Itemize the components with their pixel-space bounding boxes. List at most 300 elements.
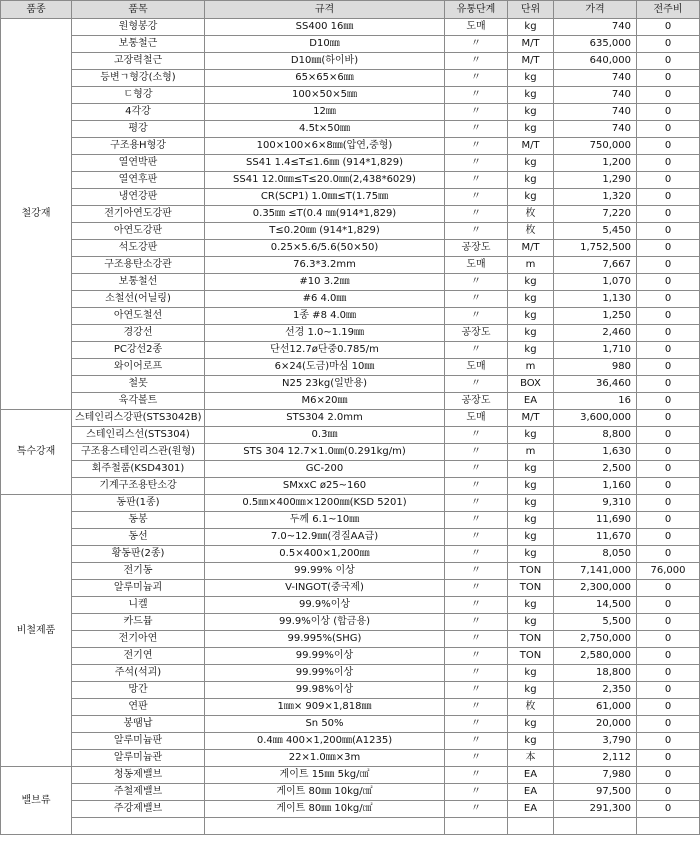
table-row — [1, 546, 700, 563]
price-cell: 2,300,000 — [554, 580, 637, 597]
spec-cell: 두께 6.1~10㎜ — [205, 512, 445, 529]
spec-cell: 단선12.7ø단중0.785/m — [205, 342, 445, 359]
item-cell: 구조용스테인리스관(원형) — [72, 444, 205, 461]
item-cell: 전기동 — [72, 563, 205, 580]
change-cell: 0 — [637, 665, 700, 682]
price-cell: 291,300 — [554, 801, 637, 818]
item-cell: 보통철선 — [72, 274, 205, 291]
spec-cell: 99.99%이상 — [205, 648, 445, 665]
header-category: 품종 — [1, 1, 72, 19]
item-cell: 냉연강판 — [72, 189, 205, 206]
price-cell: 3,790 — [554, 733, 637, 750]
item-cell: 4각강 — [72, 104, 205, 121]
unit-cell: EA — [508, 393, 554, 410]
price-cell: 2,460 — [554, 325, 637, 342]
spec-cell: 0.3㎜ — [205, 427, 445, 444]
item-cell: 망간 — [72, 682, 205, 699]
change-cell: 0 — [637, 716, 700, 733]
change-cell: 0 — [637, 410, 700, 427]
unit-cell: M/T — [508, 240, 554, 257]
spec-cell: 4.5t×50㎜ — [205, 121, 445, 138]
unit-cell: m — [508, 444, 554, 461]
unit-cell: kg — [508, 19, 554, 36]
price-cell: 750,000 — [554, 138, 637, 155]
table-row — [1, 155, 700, 172]
price-cell: 20,000 — [554, 716, 637, 733]
change-cell: 0 — [637, 70, 700, 87]
spec-cell: SS41 1.4≤T≤1.6㎜ (914*1,829) — [205, 155, 445, 172]
distribution-cell: 도매 — [445, 359, 508, 376]
distribution-cell: 〃 — [445, 665, 508, 682]
table-row — [1, 597, 700, 614]
table-row — [1, 665, 700, 682]
item-cell: 동판(1종) — [72, 495, 205, 512]
header-unit: 단위 — [508, 1, 554, 19]
unit-cell: 枚 — [508, 699, 554, 716]
distribution-cell: 공장도 — [445, 393, 508, 410]
item-cell: 열연박판 — [72, 155, 205, 172]
unit-cell: 枚 — [508, 206, 554, 223]
change-cell: 0 — [637, 36, 700, 53]
unit-cell — [508, 818, 554, 835]
item-cell: 동선 — [72, 529, 205, 546]
table-row — [1, 818, 700, 835]
distribution-cell: 〃 — [445, 70, 508, 87]
distribution-cell: 〃 — [445, 121, 508, 138]
spec-cell: CR(SCP1) 1.0㎜≤T(1.75㎜ — [205, 189, 445, 206]
price-cell: 11,690 — [554, 512, 637, 529]
price-cell: 640,000 — [554, 53, 637, 70]
price-cell: 8,050 — [554, 546, 637, 563]
table-row — [1, 563, 700, 580]
change-cell: 0 — [637, 342, 700, 359]
distribution-cell: 〃 — [445, 138, 508, 155]
change-cell: 0 — [637, 155, 700, 172]
change-cell: 0 — [637, 733, 700, 750]
price-cell: 5,450 — [554, 223, 637, 240]
price-cell: 1,630 — [554, 444, 637, 461]
item-cell: 니켈 — [72, 597, 205, 614]
table-row — [1, 784, 700, 801]
spec-cell: N25 23kg(일반용) — [205, 376, 445, 393]
price-cell: 61,000 — [554, 699, 637, 716]
change-cell: 0 — [637, 546, 700, 563]
spec-cell: 100×100×6×8㎜(압연,중형) — [205, 138, 445, 155]
table-row — [1, 767, 700, 784]
unit-cell: EA — [508, 801, 554, 818]
spec-cell: STS 304 12.7×1.0㎜(0.291kg/m) — [205, 444, 445, 461]
table-row — [1, 138, 700, 155]
distribution-cell: 〃 — [445, 274, 508, 291]
change-cell: 0 — [637, 308, 700, 325]
item-cell: 와이어로프 — [72, 359, 205, 376]
table-row — [1, 53, 700, 70]
price-cell: 740 — [554, 87, 637, 104]
item-cell: 동봉 — [72, 512, 205, 529]
spec-cell: 1종 #8 4.0㎜ — [205, 308, 445, 325]
distribution-cell: 〃 — [445, 512, 508, 529]
unit-cell: kg — [508, 155, 554, 172]
unit-cell: kg — [508, 478, 554, 495]
price-cell: 11,670 — [554, 529, 637, 546]
unit-cell: kg — [508, 682, 554, 699]
table-row — [1, 172, 700, 189]
table-row — [1, 257, 700, 274]
table-row — [1, 614, 700, 631]
unit-cell: 枚 — [508, 223, 554, 240]
item-cell: 아연도강판 — [72, 223, 205, 240]
price-cell: 740 — [554, 19, 637, 36]
spec-cell: 22×1.0㎜×3m — [205, 750, 445, 767]
change-cell: 0 — [637, 767, 700, 784]
unit-cell: kg — [508, 597, 554, 614]
item-cell: PC강선2종 — [72, 342, 205, 359]
table-row — [1, 648, 700, 665]
unit-cell: kg — [508, 733, 554, 750]
change-cell: 0 — [637, 427, 700, 444]
change-cell: 0 — [637, 529, 700, 546]
price-cell: 1,160 — [554, 478, 637, 495]
item-cell: ㄷ형강 — [72, 87, 205, 104]
unit-cell: kg — [508, 614, 554, 631]
header-distribution: 유통단계 — [445, 1, 508, 19]
change-cell: 0 — [637, 206, 700, 223]
price-cell: 635,000 — [554, 36, 637, 53]
distribution-cell: 〃 — [445, 597, 508, 614]
unit-cell: TON — [508, 631, 554, 648]
unit-cell: kg — [508, 529, 554, 546]
unit-cell: kg — [508, 189, 554, 206]
item-cell: 알루미늄판 — [72, 733, 205, 750]
change-cell: 0 — [637, 325, 700, 342]
change-cell: 0 — [637, 121, 700, 138]
spec-cell: 선경 1.0~1.19㎜ — [205, 325, 445, 342]
table-row — [1, 461, 700, 478]
spec-cell: 게이트 80㎜ 10kg/㎠ — [205, 801, 445, 818]
item-cell: 알루미늄괴 — [72, 580, 205, 597]
item-cell: 아연도철선 — [72, 308, 205, 325]
item-cell: 카드뮴 — [72, 614, 205, 631]
spec-cell: T≤0.20㎜ (914*1,829) — [205, 223, 445, 240]
change-cell: 0 — [637, 478, 700, 495]
distribution-cell: 〃 — [445, 699, 508, 716]
price-cell: 1,320 — [554, 189, 637, 206]
change-cell: 0 — [637, 223, 700, 240]
item-cell: 평강 — [72, 121, 205, 138]
unit-cell: kg — [508, 308, 554, 325]
item-cell: 철못 — [72, 376, 205, 393]
spec-cell: 0.4㎜ 400×1,200㎜(A1235) — [205, 733, 445, 750]
spec-cell: STS304 2.0mm — [205, 410, 445, 427]
distribution-cell: 〃 — [445, 495, 508, 512]
table-row — [1, 223, 700, 240]
table-row — [1, 121, 700, 138]
item-cell: 연판 — [72, 699, 205, 716]
item-cell: 기계구조용탄소강 — [72, 478, 205, 495]
item-cell: 원형봉강 — [72, 19, 205, 36]
item-cell: 보통철근 — [72, 36, 205, 53]
spec-cell: SS41 12.0㎜≤T≤20.0㎜(2,438*6029) — [205, 172, 445, 189]
spec-cell: 99.9%이상 (합금용) — [205, 614, 445, 631]
change-cell: 0 — [637, 274, 700, 291]
table-row — [1, 529, 700, 546]
unit-cell: kg — [508, 70, 554, 87]
unit-cell: EA — [508, 767, 554, 784]
distribution-cell: 〃 — [445, 563, 508, 580]
item-cell: 고장력철근 — [72, 53, 205, 70]
item-cell: 등변ㄱ형강(소형) — [72, 70, 205, 87]
price-cell: 740 — [554, 121, 637, 138]
distribution-cell: 〃 — [445, 87, 508, 104]
price-cell: 2,350 — [554, 682, 637, 699]
change-cell: 0 — [637, 172, 700, 189]
distribution-cell: 〃 — [445, 291, 508, 308]
table-row — [1, 801, 700, 818]
price-cell: 1,250 — [554, 308, 637, 325]
change-cell: 0 — [637, 291, 700, 308]
distribution-cell: 〃 — [445, 36, 508, 53]
table-row — [1, 495, 700, 512]
change-cell: 0 — [637, 376, 700, 393]
table-row — [1, 70, 700, 87]
unit-cell: M/T — [508, 410, 554, 427]
distribution-cell: 〃 — [445, 529, 508, 546]
change-cell: 0 — [637, 801, 700, 818]
spec-cell: #10 3.2㎜ — [205, 274, 445, 291]
item-cell: 황동판(2종) — [72, 546, 205, 563]
distribution-cell: 도매 — [445, 257, 508, 274]
unit-cell: m — [508, 359, 554, 376]
spec-cell: 99.99%이상 — [205, 665, 445, 682]
table-row — [1, 291, 700, 308]
category-cell: 철강재 — [1, 19, 72, 410]
item-cell: 회주철품(KSD4301) — [72, 461, 205, 478]
distribution-cell: 〃 — [445, 223, 508, 240]
table-row — [1, 189, 700, 206]
price-cell: 7,980 — [554, 767, 637, 784]
unit-cell: TON — [508, 580, 554, 597]
price-cell: 1,752,500 — [554, 240, 637, 257]
change-cell: 0 — [637, 699, 700, 716]
item-cell: 청동제밸브 — [72, 767, 205, 784]
spec-cell: 7.0~12.9㎜(경질AA급) — [205, 529, 445, 546]
change-cell: 0 — [637, 784, 700, 801]
item-cell: 전기아연 — [72, 631, 205, 648]
spec-cell: D10㎜ — [205, 36, 445, 53]
change-cell: 0 — [637, 359, 700, 376]
change-cell: 0 — [637, 87, 700, 104]
item-cell: 전기아연도강판 — [72, 206, 205, 223]
price-cell: 36,460 — [554, 376, 637, 393]
distribution-cell: 〃 — [445, 750, 508, 767]
spec-cell: 0.35㎜ ≤T(0.4 ㎜(914*1,829) — [205, 206, 445, 223]
spec-cell — [205, 818, 445, 835]
table-row — [1, 36, 700, 53]
item-cell: 전기연 — [72, 648, 205, 665]
table-row — [1, 325, 700, 342]
distribution-cell: 〃 — [445, 342, 508, 359]
price-cell: 1,710 — [554, 342, 637, 359]
spec-cell: 99.9%이상 — [205, 597, 445, 614]
spec-cell: D10㎜(하이바) — [205, 53, 445, 70]
change-cell: 0 — [637, 631, 700, 648]
change-cell: 0 — [637, 104, 700, 121]
header-row — [1, 1, 700, 19]
price-cell: 14,500 — [554, 597, 637, 614]
unit-cell: M/T — [508, 53, 554, 70]
spec-cell: 0.5㎜×400㎜×1200㎜(KSD 5201) — [205, 495, 445, 512]
table-row — [1, 699, 700, 716]
header-item: 품목 — [72, 1, 205, 19]
distribution-cell: 〃 — [445, 427, 508, 444]
spec-cell: V-INGOT(중국제) — [205, 580, 445, 597]
item-cell: 알루미늄관 — [72, 750, 205, 767]
table-row — [1, 733, 700, 750]
change-cell: 0 — [637, 597, 700, 614]
distribution-cell: 〃 — [445, 614, 508, 631]
table-row — [1, 410, 700, 427]
distribution-cell: 〃 — [445, 648, 508, 665]
item-cell: 구조용H형강 — [72, 138, 205, 155]
table-row — [1, 308, 700, 325]
category-cell: 비철제품 — [1, 495, 72, 767]
distribution-cell: 〃 — [445, 733, 508, 750]
spec-cell: 6×24(도금)마심 10㎜ — [205, 359, 445, 376]
table-row — [1, 87, 700, 104]
item-cell: 소철선(어닐링) — [72, 291, 205, 308]
distribution-cell: 〃 — [445, 801, 508, 818]
table-row — [1, 240, 700, 257]
table-row — [1, 393, 700, 410]
change-cell: 0 — [637, 138, 700, 155]
price-cell: 1,130 — [554, 291, 637, 308]
item-cell: 주강제밸브 — [72, 801, 205, 818]
unit-cell: kg — [508, 87, 554, 104]
distribution-cell: 〃 — [445, 172, 508, 189]
price-cell: 2,750,000 — [554, 631, 637, 648]
price-cell: 1,200 — [554, 155, 637, 172]
table-row — [1, 478, 700, 495]
table-row — [1, 512, 700, 529]
table-row — [1, 206, 700, 223]
price-cell — [554, 818, 637, 835]
item-cell: 스테인리스강판(STS3042B) — [72, 410, 205, 427]
item-cell: 구조용탄소강관 — [72, 257, 205, 274]
price-cell: 980 — [554, 359, 637, 376]
unit-cell: kg — [508, 104, 554, 121]
unit-cell: BOX — [508, 376, 554, 393]
unit-cell: kg — [508, 495, 554, 512]
spec-cell: 게이트 15㎜ 5kg/㎠ — [205, 767, 445, 784]
item-cell: 스테인리스선(STS304) — [72, 427, 205, 444]
distribution-cell: 〃 — [445, 716, 508, 733]
item-cell: 육각볼트 — [72, 393, 205, 410]
table-row — [1, 750, 700, 767]
distribution-cell: 〃 — [445, 461, 508, 478]
distribution-cell: 도매 — [445, 410, 508, 427]
unit-cell: kg — [508, 342, 554, 359]
change-cell: 0 — [637, 461, 700, 478]
distribution-cell: 〃 — [445, 53, 508, 70]
table-row — [1, 580, 700, 597]
unit-cell: kg — [508, 274, 554, 291]
table-row — [1, 342, 700, 359]
table-row — [1, 376, 700, 393]
item-cell: 열연후판 — [72, 172, 205, 189]
change-cell: 0 — [637, 393, 700, 410]
item-cell: 주철제밸브 — [72, 784, 205, 801]
change-cell: 0 — [637, 750, 700, 767]
unit-cell: kg — [508, 546, 554, 563]
item-cell — [72, 818, 205, 835]
price-cell: 97,500 — [554, 784, 637, 801]
price-cell: 2,112 — [554, 750, 637, 767]
price-cell: 1,070 — [554, 274, 637, 291]
price-cell: 1,290 — [554, 172, 637, 189]
spec-cell: Sn 50% — [205, 716, 445, 733]
header-spec: 규격 — [205, 1, 445, 19]
price-cell: 7,141,000 — [554, 563, 637, 580]
unit-cell: kg — [508, 325, 554, 342]
price-cell: 740 — [554, 70, 637, 87]
spec-cell: 99.99% 이상 — [205, 563, 445, 580]
spec-cell: 12㎜ — [205, 104, 445, 121]
distribution-cell: 〃 — [445, 478, 508, 495]
unit-cell: kg — [508, 121, 554, 138]
price-cell: 5,500 — [554, 614, 637, 631]
distribution-cell: 공장도 — [445, 240, 508, 257]
spec-cell: 100×50×5㎜ — [205, 87, 445, 104]
item-cell: 주석(석괴) — [72, 665, 205, 682]
change-cell: 0 — [637, 189, 700, 206]
unit-cell: kg — [508, 716, 554, 733]
price-cell: 740 — [554, 104, 637, 121]
table-row — [1, 427, 700, 444]
spec-cell: 게이트 80㎜ 10kg/㎠ — [205, 784, 445, 801]
distribution-cell: 〃 — [445, 308, 508, 325]
spec-cell: 0.25×5.6/5.6(50×50) — [205, 240, 445, 257]
distribution-cell: 공장도 — [445, 325, 508, 342]
unit-cell: EA — [508, 784, 554, 801]
change-cell: 0 — [637, 444, 700, 461]
table-row — [1, 359, 700, 376]
distribution-cell: 〃 — [445, 376, 508, 393]
change-cell: 0 — [637, 580, 700, 597]
change-cell: 0 — [637, 257, 700, 274]
price-cell: 7,220 — [554, 206, 637, 223]
spec-cell: M6×20㎜ — [205, 393, 445, 410]
spec-cell: 99.98%이상 — [205, 682, 445, 699]
item-cell: 봉땜납 — [72, 716, 205, 733]
spec-cell: SS400 16㎜ — [205, 19, 445, 36]
unit-cell: kg — [508, 665, 554, 682]
distribution-cell: 〃 — [445, 767, 508, 784]
change-cell: 0 — [637, 19, 700, 36]
category-cell: 특수강재 — [1, 410, 72, 495]
spec-cell: 99.995%(SHG) — [205, 631, 445, 648]
table-row — [1, 104, 700, 121]
change-cell: 0 — [637, 648, 700, 665]
unit-cell: kg — [508, 291, 554, 308]
change-cell: 0 — [637, 53, 700, 70]
price-cell: 9,310 — [554, 495, 637, 512]
table-row — [1, 682, 700, 699]
price-cell: 18,800 — [554, 665, 637, 682]
unit-cell: M/T — [508, 36, 554, 53]
change-cell: 76,000 — [637, 563, 700, 580]
change-cell: 0 — [637, 495, 700, 512]
unit-cell: TON — [508, 648, 554, 665]
